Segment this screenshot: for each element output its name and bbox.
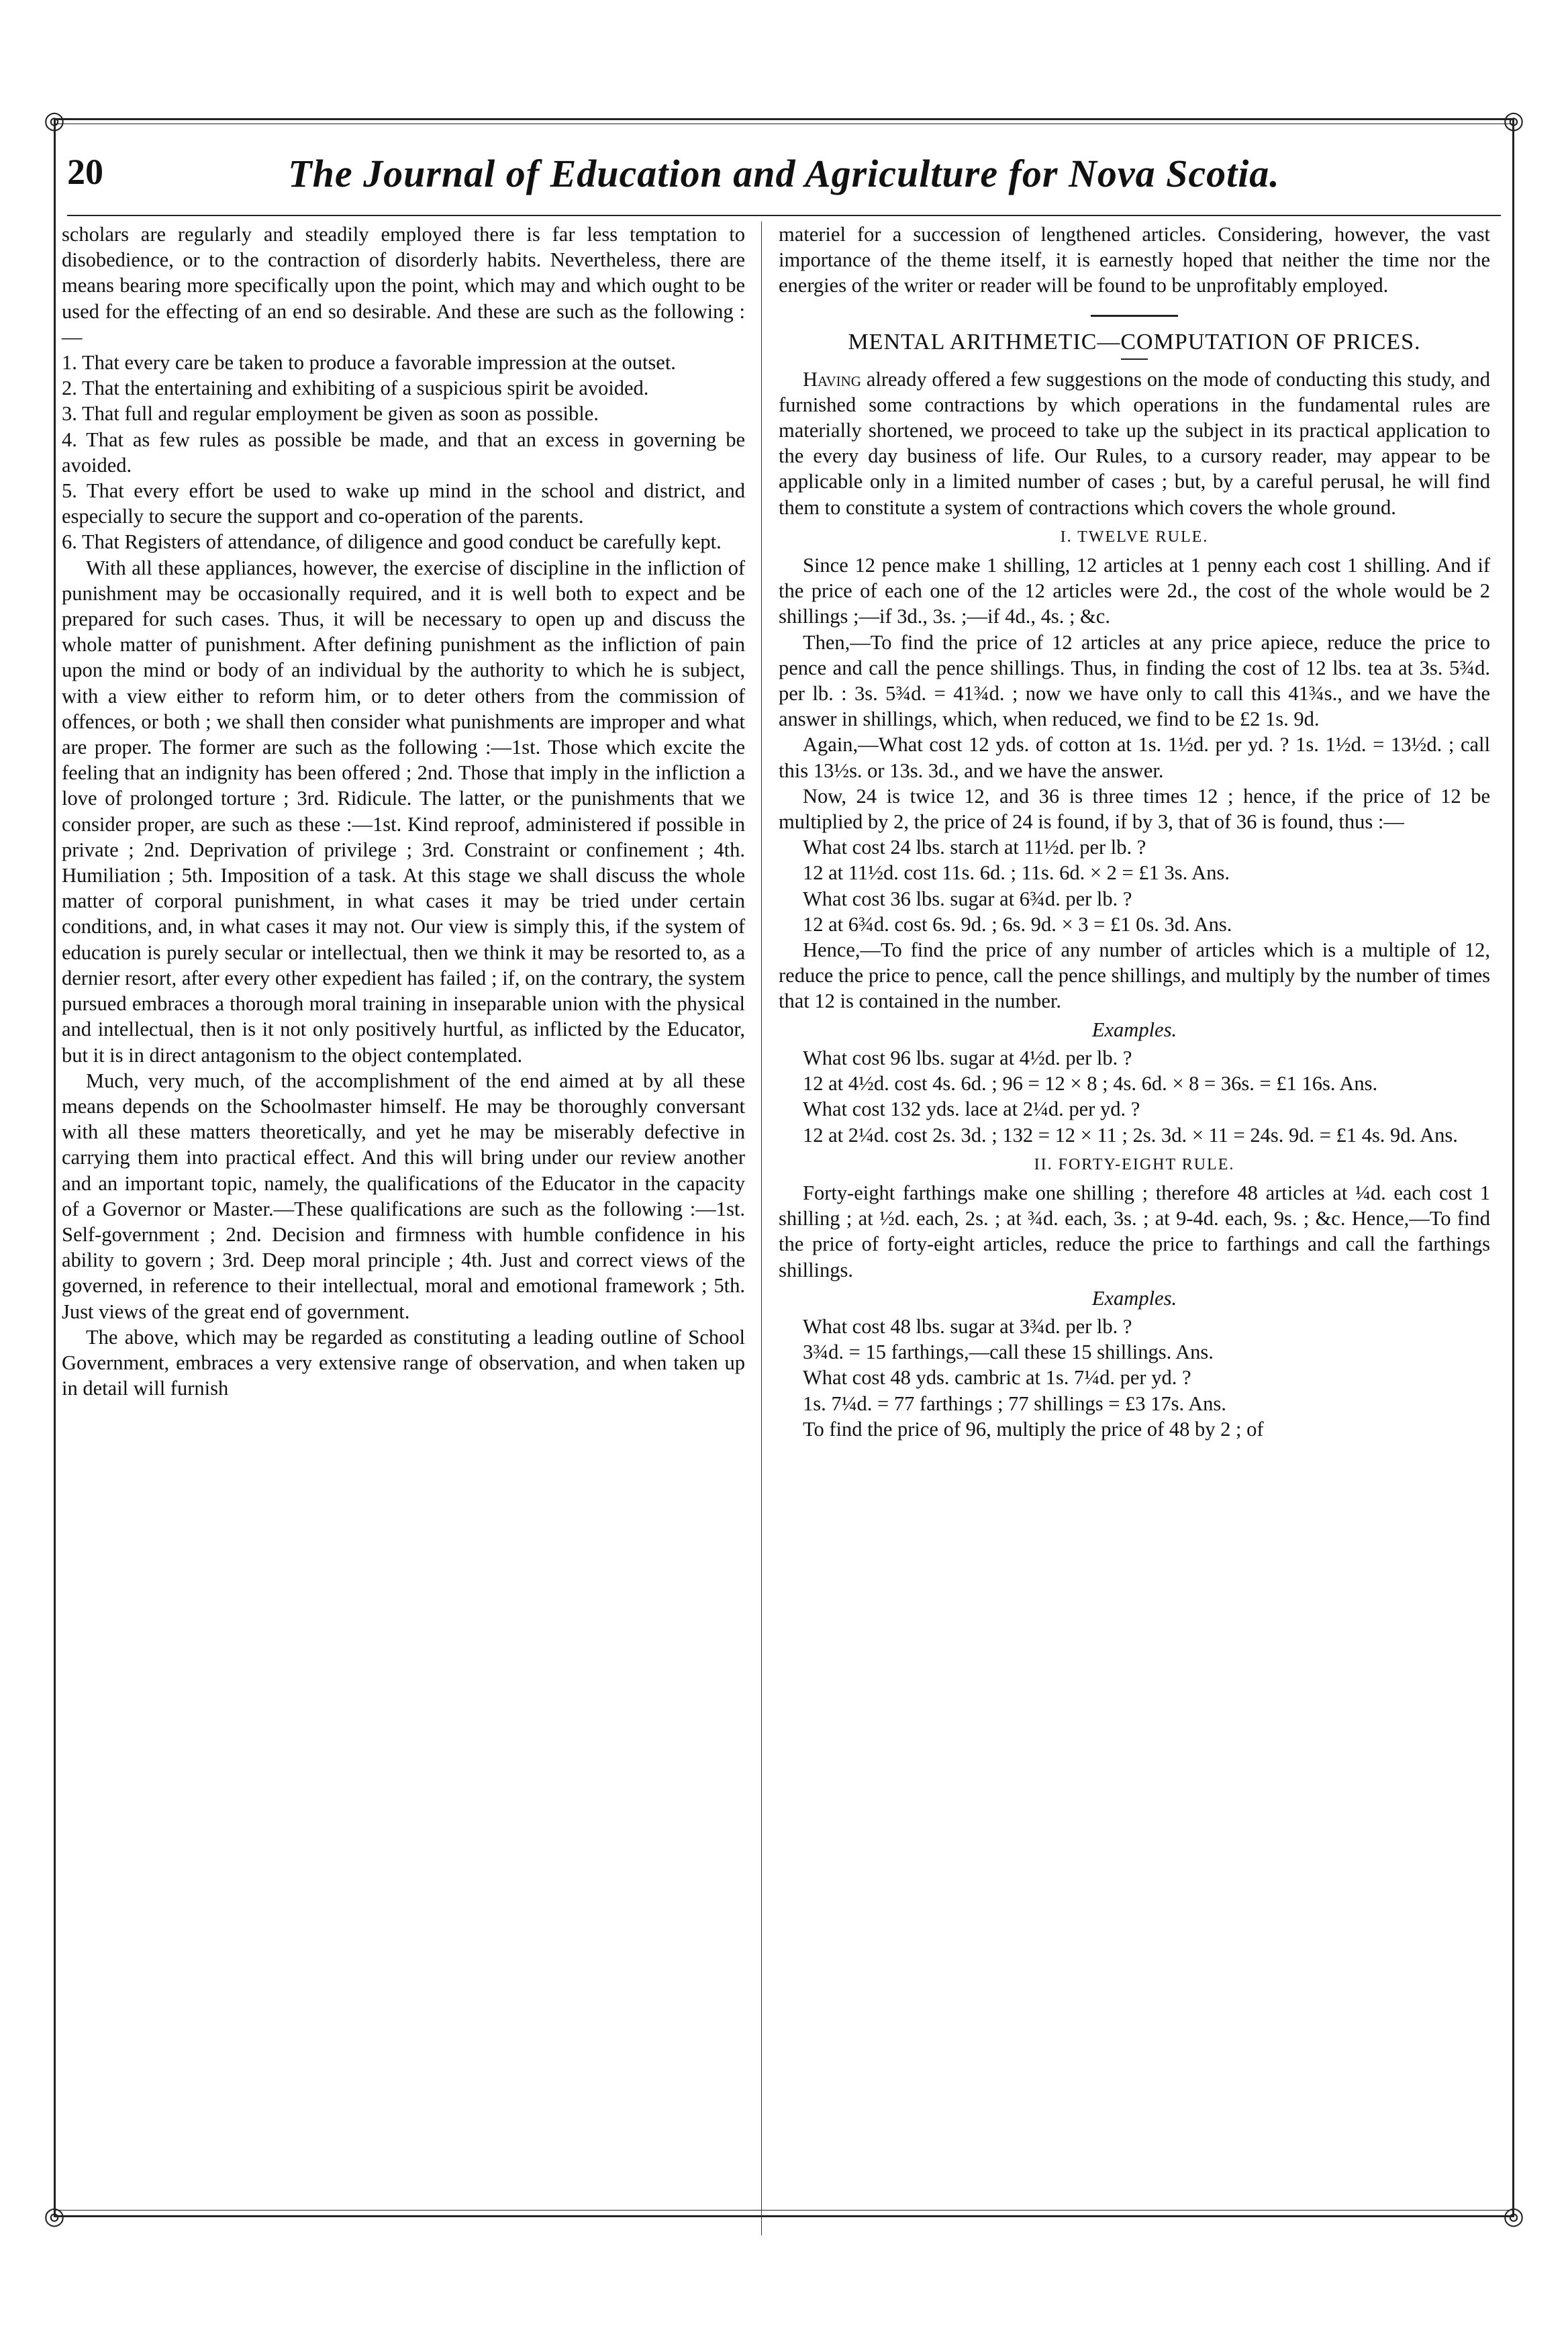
bottom-border-rule: [54, 2215, 1514, 2217]
paragraph: Then,—To find the price of 12 articles at any price apiece, reduce the price to pence and call the pence shillings. Thus, in finding the cost of 12 lbs. tea at 3s. 5¾d. per lb. : 3s. 5¾d. = 41¾d. ; now we have only to call this 41¾s., and we have the answer in shillings, which, when reduced, we find to be £2 1s. 9d.: [779, 630, 1490, 731]
page-number: 20: [67, 152, 103, 192]
example-line: 12 at 6¾d. cost 6s. 9d. ; 6s. 9d. × 3 = £1 0s. 3d. Ans.: [803, 912, 1232, 936]
paragraph: [779, 367, 1490, 520]
lead-word: Having: [803, 367, 861, 391]
examples-label: Examples.: [1091, 1018, 1177, 1041]
section-title: MENTAL ARITHMETIC—COMPUTATION OF PRICES.: [848, 329, 1421, 354]
column-gutter-rule: [761, 222, 762, 2235]
corner-ornament-icon: ◎: [1503, 2202, 1524, 2229]
list-item: 1. That every care be taken to produce a favorable impression at the outset.: [62, 351, 676, 375]
corner-ornament-icon: ◎: [44, 107, 65, 134]
right-border-rule: [1512, 118, 1514, 2217]
paragraph: Hence,—To find the price of any number of articles which is a multiple of 12, reduce the price to pence, call the pence shillings, and multiply by the number of times that 12 is contained in the number.: [779, 938, 1490, 1013]
left-column: [62, 222, 745, 1401]
paragraph: Now, 24 is twice 12, and 36 is three times 12 ; hence, if the price of 12 be multiplied by 2, the price of 24 is found, if by 3, that of 36 is found, thus :—: [779, 784, 1490, 834]
paragraph: Since 12 pence make 1 shilling, 12 articles at 1 penny each cost 1 shilling. And if the price of each one of the 12 articles were 2d., the cost of the whole would be 2 shillings ;—if 3d., 3s. ;—if 4d., 4s. ; &c.: [779, 554, 1490, 628]
top-border-rule: [54, 118, 1514, 120]
header-rule: [67, 215, 1501, 216]
corner-ornament-icon: ◎: [1503, 107, 1524, 134]
list-item: 4. That as few rules as possible be made, and that an excess in governing be avoided.: [62, 428, 745, 477]
corner-ornament-icon: ◎: [44, 2202, 65, 2229]
paragraph: The above, which may be regarded as constituting a leading outline of School Government, embraces a very extensive range of observation, and when taken up in detail will furnish: [62, 1325, 745, 1400]
paragraph: scholars are regularly and steadily employed there is far less temptation to disobedience, or to the contraction of disorderly habits. Nevertheless, there are means bearing more specifically upon the point, which may and which ought to be used for the effecting of an end so desirable. And these are such as the following :—: [62, 223, 745, 348]
example-line: 1s. 7¼d. = 77 farthings ; 77 shillings = £3 17s. Ans.: [803, 1392, 1226, 1415]
list-item: 3. That full and regular employment be given as soon as possible.: [62, 402, 599, 426]
running-title: The Journal of Education and Agriculture for Nova Scotia.: [288, 152, 1280, 195]
rule-heading: I. TWELVE RULE.: [1060, 528, 1209, 546]
paragraph: Again,—What cost 12 yds. of cotton at 1s. 1½d. per yd. ? 1s. 1½d. = 13½d. ; call this 13½s. or 13s. 3d., and we have the answer.: [779, 733, 1490, 782]
example-line: 3¾d. = 15 farthings,—call these 15 shillings. Ans.: [803, 1341, 1214, 1364]
right-column: [779, 222, 1490, 1442]
list-item: 6. That Registers of attendance, of diligence and good conduct be carefully kept.: [62, 530, 722, 554]
example-line: 12 at 2¼d. cost 2s. 3d. ; 132 = 12 × 11 ; 2s. 3d. × 11 = 24s. 9d. = £1 4s. 9d. Ans.: [803, 1123, 1458, 1147]
example-line: What cost 24 lbs. starch at 11½d. per lb. ?: [803, 836, 1146, 859]
bottom-border-inner-rule: [54, 2210, 1514, 2211]
example-line: What cost 132 yds. lace at 2¼d. per yd. ?: [803, 1098, 1140, 1121]
paragraph: Much, very much, of the accomplishment of the end aimed at by all these means depends on the Schoolmaster himself. He may be thoroughly conversant with all these matters theoretically, and yet he may be miserably defective in carrying them into practical effect. And this will bring under our review another and an important topic, namely, the qualifications of the Educator in the capacity of a Governor or Master.—These qualifications are such as the following :—1st. Self-government ; 2nd. Decision and firmness with humble confidence in his ability to govern ; 3rd. Deep moral principle ; 4th. Just and correct views of the governed, in reference to their intellectual, moral and emotional framework ; 5th. Just views of the great end of government.: [62, 1069, 745, 1323]
page-header: [67, 151, 1501, 218]
list-item: 5. That every effort be used to wake up mind in the school and district, and especially to secure the support and co-operation of the parents.: [62, 479, 745, 528]
example-line: To find the price of 96, multiply the price of 48 by 2 ; of: [803, 1417, 1264, 1441]
example-line: What cost 96 lbs. sugar at 4½d. per lb. ?: [803, 1046, 1132, 1069]
paragraph: Forty-eight farthings make one shilling ; therefore 48 articles at ¼d. each cost 1 shilling ; at ½d. each, 2s. ; at ¾d. each, 3s. ; at 9-4d. each, 9s. ; &c. Hence,—To find the price of forty-eight articles, reduce the price to farthings and call the farthings shillings.: [779, 1181, 1490, 1281]
list-item: 2. That the entertaining and exhibiting of a suspicious spirit be avoided.: [62, 377, 649, 400]
left-border-rule: [54, 118, 56, 2217]
example-line: What cost 36 lbs. sugar at 6¾d. per lb. ?: [803, 887, 1132, 910]
paragraph: With all these appliances, however, the exercise of discipline in the infliction of punishment may be occasionally required, and it is well both to expect and be prepared for such cases. Thus, it will be necessary to open up and discuss the whole matter of punishment. After defining punishment as the infliction of pain upon the mind or body of an individual by the authority to which he is subject, with a view either to reform him, or to deter others from the commission of offences, or both ; we shall then consider what punishments are improper and what are proper. The former are such as the following :—1st. Those which excite the feeling that an indignity has been offered ; 2nd. Those that imply in the infliction a love of prolonged torture ; 3rd. Ridicule. The latter, or the punishments that we consider proper, are such as these :—1st. Kind reproof, administered if possible in private ; 2nd. Deprivation of privilege ; 3rd. Constraint or confinement ; 4th. Humiliation ; 5th. Imposition of a task. At this stage we shall discuss the whole matter of corporal punishment, in what cases it may be tried under certain conditions, and, in what cases it may not. Our view is simply this, if the system of education is purely secular or intellectual, then we think it may be resorted to, as a dernier resort, after every other expedient has failed ; if, on the contrary, the system pursued embraces a thorough moral training in inseparable union with the physical and intellectual, then is it not only positively hurtful, as inflicted by the Educator, but it is in direct antagonism to the object contemplated.: [62, 556, 745, 1067]
title-rule: [1121, 358, 1148, 360]
section-divider: [1091, 315, 1178, 317]
example-line: What cost 48 yds. cambric at 1s. 7¼d. per yd. ?: [803, 1366, 1191, 1390]
example-line: 12 at 4½d. cost 4s. 6d. ; 96 = 12 × 8 ; 4s. 6d. × 8 = 36s. = £1 16s. Ans.: [803, 1072, 1378, 1096]
rule-heading: II. FORTY-EIGHT RULE.: [1034, 1155, 1235, 1173]
example-line: 12 at 11½d. cost 11s. 6d. ; 11s. 6d. × 2 = £1 3s. Ans.: [803, 861, 1230, 885]
paragraph: materiel for a succession of lengthened articles. Considering, however, the vast importance of the theme itself, it is earnestly hoped that neither the time nor the energies of the writer or reader will be found to be unprofitably employed.: [779, 223, 1490, 297]
example-line: What cost 48 lbs. sugar at 3¾d. per lb. ?: [803, 1314, 1132, 1338]
paragraph-text: already offered a few suggestions on the mode of conducting this study, and furnished some contractions by which operations in the fundamental rules are materially shortened, we proceed to take up the subject in its practical application to the every day business of life. Our Rules, to a cursory reader, may appear to be applicable only in a limited number of cases ; but, by a careful perusal, he will find them to constitute a system of contractions which covers the whole ground.: [779, 367, 1490, 519]
examples-label: Examples.: [1091, 1286, 1177, 1310]
